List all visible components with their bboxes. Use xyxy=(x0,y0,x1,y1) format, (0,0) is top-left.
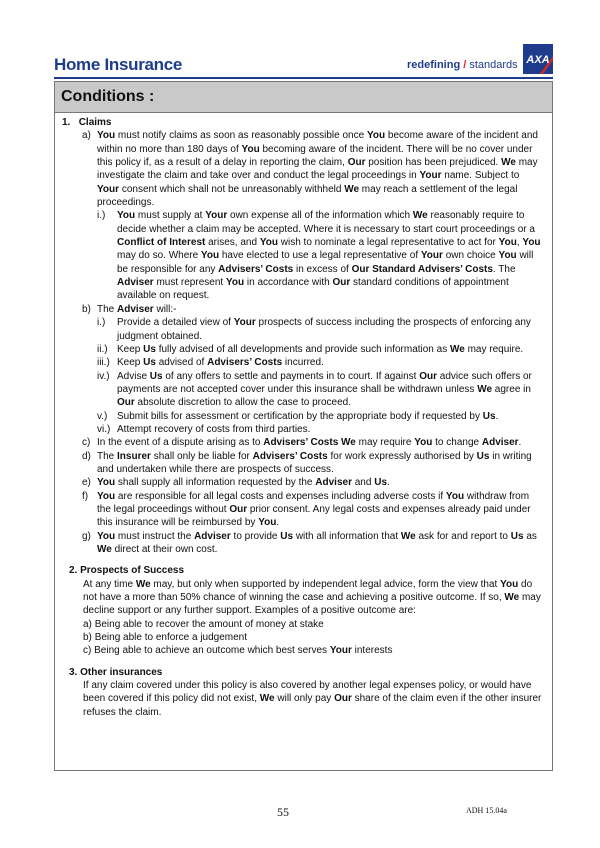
claim-item xyxy=(55,436,552,449)
conditions-heading-bar xyxy=(55,82,552,113)
item-body: Being able to enforce a judgement xyxy=(94,632,248,644)
page-number: 55 xyxy=(277,805,289,819)
item-label: a) xyxy=(82,130,91,142)
item-label: a) xyxy=(83,618,92,630)
paragraph: If any claim covered under this policy is also covered by another legal expenses policy, or would have been covered if this policy did not exist, We will only pay Our share of the claim even if the other insurer refuses the claim. xyxy=(83,680,542,718)
item-text: Submit bills for assessment or certification by the appropriate body if requested by Us. xyxy=(117,410,499,422)
item-text: The Insurer shall only be liable for Advisers’ Costs for work expressly authorised by Us in writing and undertaken while there are prospects of success. xyxy=(97,450,532,475)
item-text xyxy=(83,618,544,631)
claim-item-a-i xyxy=(55,209,552,302)
item-text: You must notify claims as soon as reasonably possible once You become aware of the incident and within no more than 180 days of You becoming aware of the incident. There will be no cover under this policy if, as a result of a delay in reporting the claim, Our position has been prejudiced. We may investigate the claim and take over and conduct the legal proceedings in Your name. Subject to Your consent which shall not be unreasonably withheld We may reach a settlement of the legal proceedings. xyxy=(97,130,538,209)
adviser-duty-item xyxy=(55,316,552,343)
outcome-item xyxy=(55,618,552,631)
item-label: b) xyxy=(83,632,92,644)
tagline xyxy=(407,59,518,71)
claim-item xyxy=(55,530,552,557)
adviser-duty-item xyxy=(55,370,552,410)
item-text: You must instruct the Adviser to provide Us with all information that We ask for and report to Us as We direct at their own cost. xyxy=(97,530,537,555)
claim-item xyxy=(55,450,552,477)
section-other-title: 3. Other insurances xyxy=(69,666,163,678)
item-body: Being able to recover the amount of money at stake xyxy=(94,618,324,630)
tagline-slash: / xyxy=(463,59,467,71)
item-text xyxy=(83,631,544,644)
positive-outcome-list xyxy=(55,618,552,658)
spacer xyxy=(55,658,552,666)
paragraph: At any time We may, but only when supported by independent legal advice, form the view that You do not have a more than 50% chance of winning the case and achieving a positive outcome. If so, We may decline support or any further support. Examples of a positive outcome are: xyxy=(83,578,541,617)
section-claims-title xyxy=(55,116,552,129)
claim-item-a xyxy=(55,129,552,209)
item-text xyxy=(83,644,544,657)
header-rule xyxy=(54,77,553,79)
item-label: c) xyxy=(82,437,91,449)
item-label: ii.) xyxy=(97,343,108,355)
adviser-duty-item xyxy=(55,343,552,356)
item-label: c) xyxy=(83,645,92,657)
section-prospects-title: 2. Prospects of Success xyxy=(69,565,185,577)
tagline-word-1: redefining xyxy=(407,59,461,71)
item-text: The Adviser will:- xyxy=(97,303,177,315)
axa-logo xyxy=(523,44,553,74)
item-text: You shall supply all information requested by the Adviser and Us. xyxy=(97,477,390,489)
conditions-box xyxy=(54,81,553,771)
item-label: d) xyxy=(82,450,91,462)
outcome-item xyxy=(55,644,552,657)
item-label: e) xyxy=(82,477,91,489)
item-text: You are responsible for all legal costs and expenses including adverse costs if You withdraw from the legal proceedings without Our prior consent. Any legal costs and expenses already paid under this insurance will be reimbursed by You. xyxy=(97,490,531,529)
item-text: In the event of a dispute arising as to Advisers’ Costs We may require You to change Adviser. xyxy=(97,437,522,449)
section-title: Claims xyxy=(78,117,112,128)
adviser-duty-item xyxy=(55,410,552,423)
section-number: 1. xyxy=(62,117,71,128)
outcome-item xyxy=(55,631,552,644)
section-prospects-text xyxy=(55,578,552,618)
claim-item xyxy=(55,476,552,489)
item-label: iv.) xyxy=(97,370,110,382)
conditions-heading: Conditions : xyxy=(61,88,155,105)
adviser-duty-item xyxy=(55,356,552,369)
conditions-content xyxy=(55,116,552,719)
item-text: You must supply at Your own expense all of the information which We reasonably require to decide whether a claim may be accepted. Where it is necessary to start court proceedings or a Conflict of Interest arises, and You wish to nominate a legal representative to act for You, You may do so. Where You have elected to use a legal representative of Your own choice You will be responsible for any Advisers’ Costs in excess of Our Standard Advisers’ Costs. The Adviser must represent You in accordance with Our standard conditions of appointment available on request. xyxy=(117,210,541,302)
claim-items-c-to-g xyxy=(55,436,552,556)
item-label: iii.) xyxy=(97,357,110,369)
adviser-duties-list xyxy=(55,316,552,436)
item-label: f) xyxy=(82,490,89,502)
tagline-word-2: standards xyxy=(469,59,518,71)
spacer xyxy=(55,556,552,564)
claim-item-b xyxy=(55,303,552,316)
claim-item xyxy=(55,490,552,530)
adviser-duty-item xyxy=(55,423,552,436)
item-label: vi.) xyxy=(97,423,111,435)
document-code: ADH 15.04a xyxy=(466,806,507,815)
item-label: g) xyxy=(82,530,91,542)
item-text: Advise Us of any offers to settle and payments in to court. If against Our advice such offers or payments are not accepted cover under this insurance shall be withdrawn unless We agree in Our absolute discretion to allow the case to proceed. xyxy=(117,370,532,409)
item-text: Keep Us advised of Advisers’ Costs incurred. xyxy=(117,357,324,369)
item-label: i.) xyxy=(97,317,106,329)
section-other-text xyxy=(55,679,552,719)
svg-text:AXA: AXA xyxy=(526,54,550,66)
item-text: Attempt recovery of costs from third parties. xyxy=(117,423,311,435)
item-label: b) xyxy=(82,303,91,315)
document-title: Home Insurance xyxy=(54,55,183,74)
item-text: Keep Us fully advised of all developments and provide such information as We may require. xyxy=(117,343,524,355)
item-text: Provide a detailed view of Your prospects of success including the prospects of enforcing any judgment obtained. xyxy=(117,317,531,342)
item-label: v.) xyxy=(97,410,108,422)
item-body: Being able to achieve an outcome which best serves Your interests xyxy=(94,645,393,657)
item-label: i.) xyxy=(97,210,106,222)
